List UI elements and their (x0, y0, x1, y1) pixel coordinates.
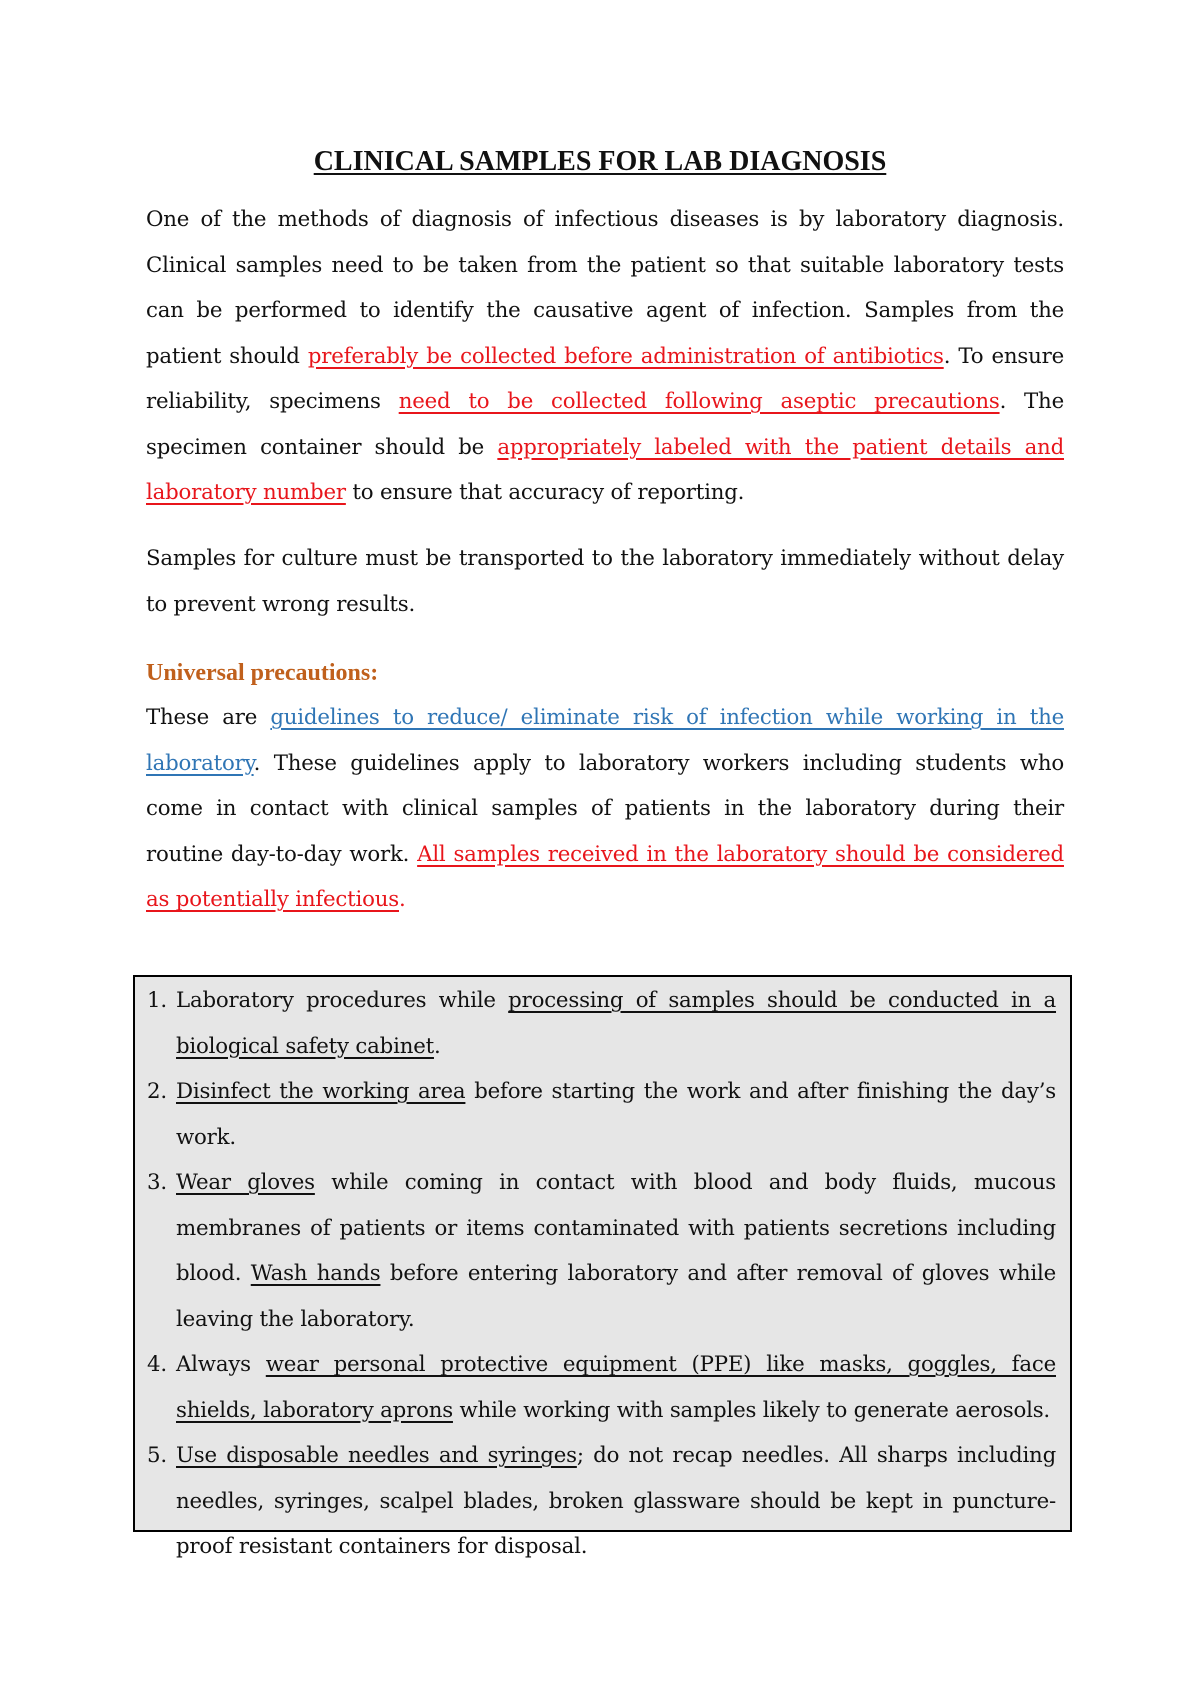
item-underlined-text: processing of samples should be conducted in a biological safety cabinet (176, 988, 1057, 1059)
precautions-box (133, 975, 1072, 1559)
item-text: Always (176, 1352, 266, 1377)
universal-precautions-heading: Universal precautions: (146, 660, 379, 686)
universal-text-1: These are (146, 705, 271, 730)
labeling-highlight: appropriately labeled with the patient details and laboratory number (146, 434, 1065, 505)
aseptic-highlight: need to be collected following aseptic precautions (398, 389, 1000, 414)
item-number: 2. (147, 1079, 167, 1104)
precaution-item (147, 1342, 1056, 1433)
item-underlined-text: Disinfect the working area (176, 1079, 466, 1104)
intro-text-1: One of the methods of diagnosis of infectious diseases is by laboratory diagnosis. Clinical samples need to be taken from the patient so that suitable laboratory tests can be performed to identify the causative agent of infection. Samples from the patient should (146, 207, 1064, 369)
precaution-item (147, 1069, 1056, 1160)
precaution-item (147, 1433, 1056, 1570)
item-number: 3. (147, 1170, 167, 1195)
item-underlined-text: Wash hands (250, 1261, 381, 1286)
intro-text-3: . The specimen container should be (146, 389, 1064, 460)
item-text: before starting the work and after finishing the day’s work. (176, 1079, 1057, 1150)
item-number: 5. (147, 1443, 167, 1468)
item-underlined-text: wear personal protective equipment (PPE) like masks, goggles, face shields, laboratory aprons (176, 1352, 1056, 1423)
item-number: 1. (147, 988, 167, 1013)
infectious-warning: All samples received in the laboratory should be considered as potentially infectious (146, 841, 1064, 912)
universal-text-2: . These guidelines apply to laboratory workers including students who come in contact with clinical samples of patients in the laboratory during their routine day-to-day work. (146, 750, 1064, 867)
intro-paragraph (146, 197, 1064, 516)
transport-paragraph: Samples for culture must be transported to the laboratory immediately without delay to prevent wrong results. (146, 546, 1064, 617)
intro-text-4: to ensure that accuracy of reporting. (345, 480, 745, 505)
guidelines-link[interactable]: guidelines to reduce/ eliminate risk of infection while working in the laboratory (146, 705, 1064, 776)
universal-text-3: . (399, 887, 406, 912)
item-text: Laboratory procedures while (176, 988, 509, 1013)
precaution-item (147, 1160, 1056, 1342)
antibiotics-highlight: preferably be collected before administration of antibiotics (307, 343, 944, 369)
item-text: while coming in contact with blood and body fluids, mucous membranes of patients or items contaminated with patients secretions including blood. (176, 1170, 1056, 1286)
precaution-item (147, 978, 1056, 1069)
page-title: CLINICAL SAMPLES FOR LAB DIAGNOSIS (313, 146, 887, 177)
item-text: before entering laboratory and after removal of gloves while leaving the laboratory. (176, 1261, 1056, 1332)
item-underlined-text: Wear gloves (176, 1170, 315, 1195)
item-text: while working with samples likely to generate aerosols. (452, 1397, 1051, 1423)
item-text: . (433, 1033, 441, 1059)
item-underlined-text: Use disposable needles and syringes (176, 1443, 577, 1468)
item-number: 4. (147, 1352, 167, 1377)
intro-text-2: . To ensure reliability, specimens (146, 343, 1065, 414)
item-text: ; do not recap needles. All sharps including needles, syringes, scalpel blades, broken glassware should be kept in puncture-proof resistant containers for disposal. (176, 1443, 1057, 1559)
universal-paragraph (146, 695, 1064, 923)
precautions-list (147, 978, 1056, 1570)
